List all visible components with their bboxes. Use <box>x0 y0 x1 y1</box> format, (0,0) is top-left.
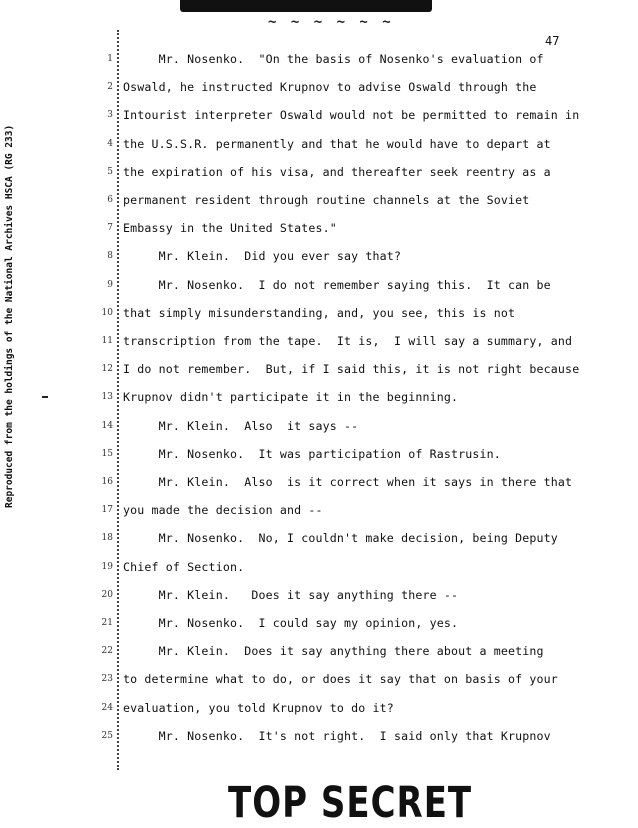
transcript-line: Embassy in the United States." <box>123 221 337 236</box>
header-stamp: ~ ~ ~ ~ ~ ~ <box>268 14 394 30</box>
transcript-line: you made the decision and -- <box>123 503 323 518</box>
transcript-line: evaluation, you told Krupnov to do it? <box>123 700 394 715</box>
line-number: 4 <box>107 138 113 149</box>
classification-stamp: TOP SECRET <box>228 778 473 828</box>
line-number: 14 <box>101 420 113 431</box>
line-number: 22 <box>101 646 113 657</box>
transcript-line: Oswald, he instructed Krupnov to advise Oswald through the <box>123 80 537 95</box>
transcript-line: Mr. Klein. Also it says -- <box>123 418 359 433</box>
line-number: 20 <box>101 589 113 600</box>
transcript-line: Mr. Nosenko. No, I couldn't make decision, being Deputy <box>123 531 558 546</box>
transcript-line: transcription from the tape. It is, I will say a summary, and <box>123 334 573 348</box>
transcript-line: Chief of Section. <box>123 559 245 574</box>
transcript-line: the U.S.S.R. permanently and that he would have to depart at <box>123 136 551 151</box>
line-number: 13 <box>101 392 113 403</box>
transcript-line: the expiration of his visa, and thereafter seek reentry as a <box>123 164 551 179</box>
line-number: 25 <box>101 730 113 741</box>
transcript-line: Mr. Nosenko. "On the basis of Nosenko's evaluation of <box>123 52 544 66</box>
transcript-line: Intourist interpreter Oswald would not be permitted to remain in <box>123 108 580 123</box>
line-number: 6 <box>107 195 113 205</box>
page-number: 47 <box>545 34 560 48</box>
line-number: 8 <box>107 251 113 262</box>
line-number: 2 <box>107 82 113 93</box>
line-number: 17 <box>101 505 113 516</box>
line-number: 10 <box>101 307 113 318</box>
line-number: 12 <box>101 364 113 375</box>
transcript-line: Mr. Nosenko. It was participation of Rastrusin. <box>123 446 501 461</box>
transcript-line: Mr. Klein. Does it say anything there -- <box>123 587 459 602</box>
line-number: 11 <box>101 336 113 346</box>
transcript-line: I do not remember. But, if I said this, it is not right because <box>123 362 580 377</box>
line-number: 23 <box>101 674 113 685</box>
line-number: 5 <box>107 166 113 177</box>
line-number: 24 <box>101 702 113 713</box>
transcript-line: to determine what to do, or does it say that on basis of your <box>123 672 558 687</box>
transcript-line: Krupnov didn't participate it in the beginning. <box>123 390 459 405</box>
transcript-line: Mr. Nosenko. I do not remember saying this. It can be <box>123 277 551 292</box>
transcript-line: Mr. Nosenko. It's not right. I said only that Krupnov <box>123 728 551 743</box>
line-number: 3 <box>107 110 113 121</box>
line-number: 19 <box>101 561 113 572</box>
archive-source-note: Reproduced from the holdings of the National Archives HSCA (RG 233) <box>4 124 15 508</box>
line-number: 1 <box>107 54 113 64</box>
line-number: 7 <box>107 223 113 234</box>
margin-mark <box>42 396 48 398</box>
line-number: 15 <box>101 448 113 459</box>
top-redaction-bar <box>180 0 432 12</box>
margin-rule <box>117 30 119 770</box>
transcript-line: permanent resident through routine channels at the Soviet <box>123 193 530 207</box>
line-number: 21 <box>101 618 113 628</box>
transcript-line: Mr. Nosenko. I could say my opinion, yes. <box>123 616 459 630</box>
line-number: 18 <box>101 533 113 544</box>
transcript-line: that simply misunderstanding, and, you see, this is not <box>123 305 516 320</box>
line-number: 9 <box>107 279 113 290</box>
transcript-line: Mr. Klein. Does it say anything there about a meeting <box>123 644 544 659</box>
transcript-line: Mr. Klein. Did you ever say that? <box>123 249 402 264</box>
transcript-line: Mr. Klein. Also is it correct when it says in there that <box>123 475 573 489</box>
line-number: 16 <box>101 477 113 487</box>
